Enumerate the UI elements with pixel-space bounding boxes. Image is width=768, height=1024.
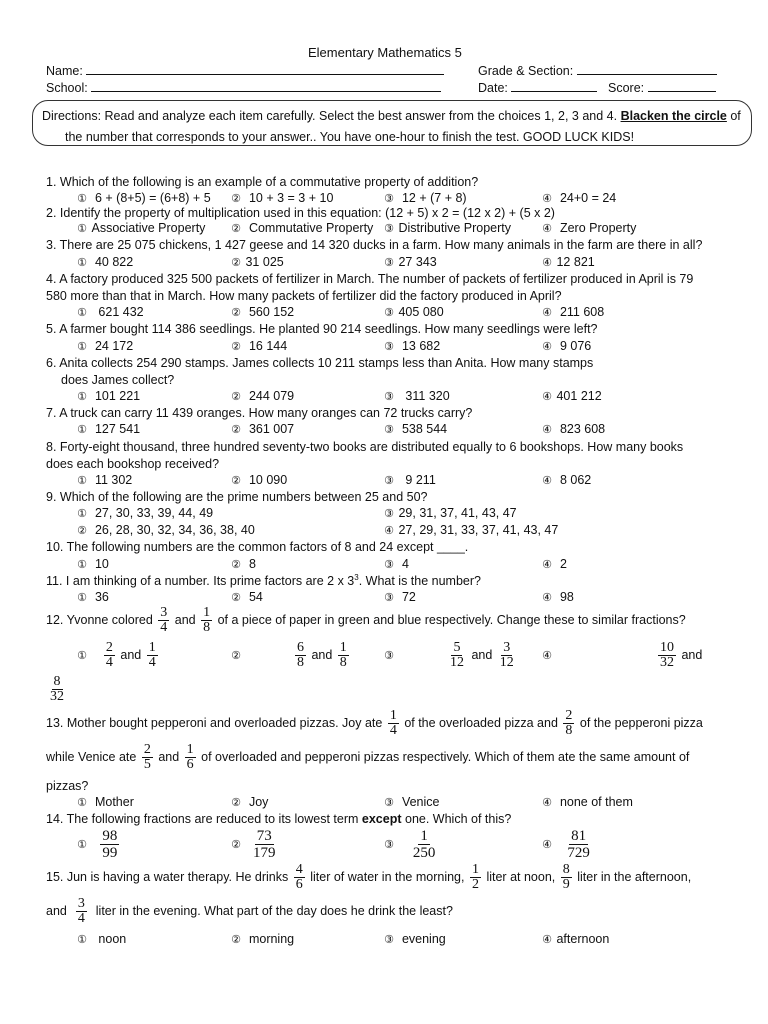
choice-text: 401 212	[556, 389, 602, 403]
and-text: and	[120, 647, 142, 662]
q7-choice-1[interactable]	[76, 422, 140, 436]
q5-choice-2[interactable]	[230, 339, 287, 353]
q9-choice-4[interactable]	[383, 523, 558, 537]
question-9-text: 9. Which of the following are the prime numbers between 25 and 50?	[46, 490, 428, 504]
and-text: and	[311, 647, 333, 662]
answer-circle-icon[interactable]: ③	[384, 193, 394, 205]
answer-circle-icon[interactable]: ①	[77, 592, 87, 604]
answer-circle-icon[interactable]: ④	[542, 559, 552, 571]
answer-circle-icon[interactable]: ③	[384, 838, 394, 851]
question-3-text: 3. There are 25 075 chickens, 1 427 geese and 14 320 ducks in a farm. How many animals in the farm are there in all?	[46, 238, 703, 252]
choice-text: 27, 29, 31, 33, 37, 41, 43, 47	[398, 523, 559, 537]
score-blank[interactable]	[648, 79, 716, 92]
q15-text-2: liter of water in the morning,	[310, 869, 465, 884]
answer-circle-icon[interactable]: ①	[77, 797, 87, 809]
answer-circle-icon[interactable]: ④	[384, 525, 394, 537]
q14-choice-1[interactable]	[76, 828, 121, 861]
choice-text: 4	[401, 557, 409, 571]
choice-text: 24+0 = 24	[559, 191, 617, 205]
answer-circle-icon[interactable]: ③	[384, 649, 394, 662]
answer-circle-icon[interactable]: ①	[77, 934, 87, 946]
answer-circle-icon[interactable]: ③	[384, 559, 394, 571]
q15-choice-3[interactable]	[383, 932, 446, 946]
question-1-text: 1. Which of the following is an example of a commutative property of addition?	[46, 175, 479, 189]
choice-text: 10	[94, 557, 109, 571]
answer-circle-icon[interactable]: ④	[542, 424, 552, 436]
q1-choice-4[interactable]	[541, 191, 616, 205]
answer-circle-icon[interactable]: ②	[231, 934, 241, 946]
q11-text-part-1: 11. I am thinking of a number. Its prime factors are 2 x 3	[46, 574, 355, 589]
choice-text: 9 211	[405, 473, 436, 487]
fraction: $\frac{98}{99}$	[102, 828, 118, 861]
q11-choice-1[interactable]	[76, 590, 109, 604]
q6-choice-2[interactable]	[230, 389, 294, 403]
q15-choice-4[interactable]	[541, 932, 609, 946]
q10-choice-3[interactable]	[383, 557, 409, 571]
grade-section-label: Grade & Section:	[478, 64, 574, 78]
answer-circle-icon[interactable]: ③	[384, 934, 394, 946]
name-label: Name:	[46, 64, 83, 78]
choice-text: 29, 31, 37, 41, 43, 47	[398, 506, 517, 520]
q6-choice-1[interactable]	[76, 389, 140, 403]
q5-choice-4[interactable]	[541, 339, 591, 353]
directions-line-2: the number that corresponds to your answer.. You have one-hour to finish the test. GOOD LUCK KIDS!	[65, 130, 635, 144]
fraction: $\frac{10}{32}$	[659, 640, 674, 670]
q3-choice-3[interactable]	[383, 255, 437, 269]
answer-circle-icon[interactable]: ④	[542, 797, 552, 809]
school-blank[interactable]	[91, 79, 441, 92]
choice-text: 98	[559, 590, 574, 604]
answer-circle-icon[interactable]: ①	[77, 559, 87, 571]
answer-circle-icon[interactable]: ②	[231, 193, 241, 205]
answer-circle-icon[interactable]: ②	[231, 424, 241, 436]
question-13-text-3: pizzas?	[46, 779, 89, 793]
choice-text: 101 221	[94, 389, 141, 403]
choice-text: Joy	[248, 795, 269, 809]
q9-choice-1[interactable]	[76, 506, 213, 520]
q9-choice-3[interactable]	[383, 506, 517, 520]
directions-part-1: Directions: Read and analyze each item carefully. Select the best answer from the choices 1, 2, 3 and 4.	[42, 109, 618, 123]
q10-choice-2[interactable]	[230, 557, 256, 571]
q5-choice-1[interactable]	[76, 339, 133, 353]
q13-text-4: while Venice ate	[46, 749, 137, 764]
q15-text-4: liter in the afternoon,	[577, 869, 692, 884]
answer-circle-icon[interactable]: ③	[384, 475, 394, 487]
q11-exponent: 3	[354, 573, 359, 582]
date-label: Date:	[478, 81, 508, 95]
q13-text-1: 13. Mother bought pepperoni and overloaded pizzas. Joy ate	[46, 715, 383, 730]
answer-circle-icon[interactable]: ②	[231, 475, 241, 487]
answer-circle-icon[interactable]: ②	[231, 391, 241, 403]
fraction: $\frac{2}{5}$	[143, 742, 151, 772]
directions-text	[42, 106, 758, 148]
choice-text: 621 432	[98, 305, 144, 319]
answer-circle-icon[interactable]: ②	[231, 223, 241, 235]
fraction: $\frac{1}{4}$	[389, 708, 397, 738]
school-field[interactable]	[46, 79, 441, 95]
choice-text: 26, 28, 30, 32, 34, 36, 38, 40	[94, 523, 255, 537]
q12-text-1: 12. Yvonne colored	[46, 612, 153, 627]
q14-choice-3[interactable]	[383, 828, 439, 861]
choice-text: noon	[98, 932, 127, 946]
answer-circle-icon[interactable]: ③	[384, 508, 394, 520]
choice-text: 211 608	[559, 305, 605, 319]
answer-circle-icon[interactable]: ②	[231, 341, 241, 353]
answer-circle-icon[interactable]: ①	[77, 193, 87, 205]
choice-text: 10 + 3 = 3 + 10	[248, 191, 334, 205]
q10-choice-1[interactable]	[76, 557, 109, 571]
answer-circle-icon[interactable]: ④	[542, 307, 552, 319]
question-5-text: 5. A farmer bought 114 386 seedlings. He planted 90 214 seedlings. How many seedlings were left?	[46, 322, 598, 336]
q6-choice-3[interactable]	[383, 389, 450, 403]
answer-circle-icon[interactable]: ④	[542, 223, 552, 235]
choice-text: evening	[401, 932, 446, 946]
question-14-text	[46, 812, 511, 826]
fraction: $\frac{8}{9}$	[562, 862, 570, 892]
fraction: $\frac{2}{8}$	[565, 708, 573, 738]
choice-text: 405 080	[398, 305, 444, 319]
q15-choice-2[interactable]	[230, 932, 294, 946]
fraction: $\frac{73}{179}$	[252, 828, 276, 861]
q8-choice-2[interactable]	[230, 473, 287, 487]
answer-circle-icon[interactable]: ③	[384, 391, 394, 403]
q15-text-1: 15. Jun is having a water therapy. He drinks	[46, 869, 289, 884]
q12-choice-3[interactable]	[383, 641, 518, 670]
fraction: $\frac{81}{729}$	[567, 828, 590, 861]
and-text: and	[471, 647, 493, 662]
score-field[interactable]	[608, 79, 716, 95]
q14-choice-4[interactable]	[541, 828, 594, 861]
q12-text-3: of a piece of paper in green and blue respectively. Change these to similar fractions?	[217, 612, 686, 627]
q12-text-2: and	[174, 612, 196, 627]
answer-circle-icon[interactable]: ③	[384, 223, 394, 235]
answer-circle-icon[interactable]: ④	[542, 838, 552, 851]
answer-circle-icon[interactable]: ④	[542, 934, 552, 946]
choice-text: morning	[248, 932, 295, 946]
choice-text: 40 822	[94, 255, 134, 269]
answer-circle-icon[interactable]: ③	[384, 307, 394, 319]
q1-choice-1[interactable]	[76, 191, 211, 205]
answer-circle-icon[interactable]: ④	[542, 649, 552, 662]
choice-text: 16 144	[248, 339, 288, 353]
choice-text: 54	[248, 590, 263, 604]
q4-choice-2[interactable]	[230, 305, 294, 319]
q4-choice-3[interactable]	[383, 305, 444, 319]
question-13-text-2	[46, 743, 689, 772]
date-blank[interactable]	[511, 79, 597, 92]
answer-circle-icon[interactable]: ③	[384, 797, 394, 809]
school-label: School:	[46, 81, 88, 95]
q7-choice-4[interactable]	[541, 422, 605, 436]
q13-text-6: of overloaded and pepperoni pizzas respectively. Which of them ate the same amount of	[201, 749, 690, 764]
fraction: $\frac{1}{250}$	[412, 828, 436, 861]
q5-choice-3[interactable]	[383, 339, 440, 353]
q12-choice-4[interactable]	[541, 641, 702, 670]
choice-text: 311 320	[405, 389, 450, 403]
date-field[interactable]	[478, 79, 597, 95]
question-12-text	[46, 606, 686, 635]
q8-choice-1[interactable]	[76, 473, 132, 487]
q7-choice-3[interactable]	[383, 422, 447, 436]
grade-section-blank[interactable]	[577, 62, 717, 75]
fraction: $\frac{1}{4}$	[148, 640, 156, 670]
fraction: $\frac{1}{8}$	[339, 640, 347, 670]
q11-choice-2[interactable]	[230, 590, 263, 604]
q2-choice-3[interactable]	[383, 221, 511, 235]
q15-text-3: liter at noon,	[486, 869, 556, 884]
answer-circle-icon[interactable]: ②	[231, 592, 241, 604]
fraction: $\frac{8}{32}$	[50, 674, 64, 704]
q2-choice-2[interactable]	[230, 221, 373, 235]
question-10-text: 10. The following numbers are the common factors of 8 and 24 except ____.	[46, 540, 469, 554]
and-text: and	[681, 647, 703, 662]
fraction: $\frac{3}{4}$	[160, 605, 168, 635]
q13-text-3: of the pepperoni pizza	[579, 715, 703, 730]
choice-text: afternoon	[556, 932, 610, 946]
answer-circle-icon[interactable]: ①	[77, 341, 87, 353]
name-blank[interactable]	[86, 62, 444, 75]
answer-circle-icon[interactable]: ②	[231, 838, 241, 851]
answer-circle-icon[interactable]: ①	[77, 257, 87, 269]
question-11-text	[46, 573, 481, 588]
choice-text: 538 544	[401, 422, 448, 436]
name-field[interactable]	[46, 62, 444, 78]
question-15-text	[46, 863, 691, 892]
q9-choice-2[interactable]	[76, 523, 255, 537]
answer-circle-icon[interactable]: ①	[77, 223, 87, 235]
q8-choice-4[interactable]	[541, 473, 591, 487]
q15-text-5: and	[46, 903, 67, 918]
q8-choice-3[interactable]	[383, 473, 436, 487]
choice-text: 560 152	[248, 305, 295, 319]
q1-choice-3[interactable]	[383, 191, 467, 205]
q11-choice-4[interactable]	[541, 590, 574, 604]
q14-text-1: 14. The following fractions are reduced to its lowest term	[46, 812, 359, 826]
choice-text: 12 821	[556, 255, 595, 269]
fraction: $\frac{1}{2}$	[471, 862, 479, 892]
q13-choice-3[interactable]	[383, 795, 439, 809]
question-8-text: 8. Forty-eight thousand, three hundred seventy-two books are distributed equally to 6 bookshops. How many books	[46, 440, 684, 454]
answer-circle-icon[interactable]: ②	[231, 797, 241, 809]
q12-choice-4-continued	[46, 675, 68, 704]
q4-choice-4[interactable]	[541, 305, 604, 319]
q13-choice-4[interactable]	[541, 795, 633, 809]
answer-circle-icon[interactable]: ①	[77, 391, 87, 403]
question-6-text: 6. Anita collects 254 290 stamps. James collects 10 211 stamps less than Anita. How many stamps	[46, 356, 594, 370]
answer-circle-icon[interactable]: ②	[231, 307, 241, 319]
q2-choice-1[interactable]	[76, 221, 205, 235]
answer-circle-icon[interactable]: ①	[77, 307, 87, 319]
choice-text: 27, 30, 33, 39, 44, 49	[94, 506, 214, 520]
answer-circle-icon[interactable]: ①	[77, 508, 87, 520]
answer-circle-icon[interactable]: ④	[542, 257, 552, 269]
q4-choice-1[interactable]	[76, 305, 144, 319]
answer-circle-icon[interactable]: ③	[384, 257, 394, 269]
q1-choice-2[interactable]	[230, 191, 333, 205]
choice-text: Commutative Property	[248, 221, 374, 235]
fraction: $\frac{3}{4}$	[77, 896, 85, 926]
q13-text-2: of the overloaded pizza and	[404, 715, 558, 730]
q2-choice-4[interactable]	[541, 221, 636, 235]
choice-text: 13 682	[401, 339, 441, 353]
question-15-text-2	[46, 897, 453, 926]
fraction: $\frac{6}{8}$	[296, 640, 304, 670]
q14-text-2: one. Which of this?	[405, 812, 512, 826]
choice-text: 12 + (7 + 8)	[401, 191, 467, 205]
answer-circle-icon[interactable]: ④	[542, 341, 552, 353]
answer-circle-icon[interactable]: ④	[542, 391, 552, 403]
page-title: Elementary Mathematics 5	[308, 45, 462, 60]
answer-circle-icon[interactable]: ③	[384, 424, 394, 436]
answer-circle-icon[interactable]: ①	[77, 475, 87, 487]
q3-choice-4[interactable]	[541, 255, 595, 269]
fraction: $\frac{1}{8}$	[203, 605, 211, 635]
q7-choice-2[interactable]	[230, 422, 294, 436]
q3-choice-1[interactable]	[76, 255, 133, 269]
choice-text: 72	[401, 590, 416, 604]
answer-circle-icon[interactable]: ①	[77, 649, 87, 662]
answer-circle-icon[interactable]: ③	[384, 341, 394, 353]
answer-circle-icon[interactable]: ③	[384, 592, 394, 604]
choice-text: Distributive Property	[398, 221, 512, 235]
answer-circle-icon[interactable]: ②	[231, 559, 241, 571]
choice-text: Venice	[401, 795, 440, 809]
choice-text: 24 172	[94, 339, 134, 353]
q15-choice-1[interactable]	[76, 932, 126, 946]
choice-text: 823 608	[559, 422, 606, 436]
q13-choice-2[interactable]	[230, 795, 268, 809]
fraction: $\frac{2}{4}$	[105, 640, 113, 670]
choice-text: 11 302	[94, 473, 133, 487]
choice-text: none of them	[559, 795, 633, 809]
question-2-text: 2. Identify the property of multiplication used in this equation: (12 + 5) x 2 = (12 x 2) + (5 x 2)	[46, 206, 555, 220]
fraction: $\frac{1}{6}$	[186, 742, 194, 772]
fraction: $\frac{3}{12}$	[499, 640, 514, 670]
q6-choice-4[interactable]	[541, 389, 602, 403]
question-4-text: 4. A factory produced 325 500 packets of fertilizer in March. The number of packets of fertilizer produced in April is 79	[46, 272, 694, 286]
question-6-text-2: does James collect?	[61, 373, 175, 387]
choice-text: 8	[248, 557, 256, 571]
question-8-text-2: does each bookshop received?	[46, 457, 220, 471]
question-13-text	[46, 709, 703, 738]
q14-choice-2[interactable]	[230, 828, 279, 861]
q11-text-part-2: . What is the number?	[358, 574, 481, 589]
answer-circle-icon[interactable]: ④	[542, 592, 552, 604]
choice-text: 10 090	[248, 473, 288, 487]
answer-circle-icon[interactable]: ②	[231, 257, 241, 269]
fraction: $\frac{5}{12}$	[449, 640, 464, 670]
question-7-text: 7. A truck can carry 11 439 oranges. How many oranges can 72 trucks carry?	[46, 406, 473, 420]
score-label: Score:	[608, 81, 645, 95]
answer-circle-icon[interactable]: ②	[231, 649, 241, 662]
directions-part-2: of	[730, 109, 741, 123]
q13-choice-1[interactable]	[76, 795, 134, 809]
choice-text: 361 007	[248, 422, 295, 436]
choice-text: 2	[559, 557, 567, 571]
choice-text: 6 + (8+5) = (6+8) + 5	[94, 191, 211, 205]
fraction: $\frac{4}{6}$	[295, 862, 303, 892]
q12-choice-1[interactable]	[76, 641, 160, 670]
choice-text: 31 025	[245, 255, 284, 269]
choice-text: 9 076	[559, 339, 592, 353]
choice-text: 36	[94, 590, 109, 604]
choice-text: Mother	[94, 795, 134, 809]
choice-text: 27 343	[398, 255, 437, 269]
answer-circle-icon[interactable]: ②	[77, 525, 87, 537]
q12-choice-2[interactable]	[230, 641, 351, 670]
answer-circle-icon[interactable]: ④	[542, 193, 552, 205]
choice-text: 8 062	[559, 473, 592, 487]
q3-choice-2[interactable]	[230, 255, 284, 269]
answer-circle-icon[interactable]: ④	[542, 475, 552, 487]
choice-text: 127 541	[94, 422, 141, 436]
answer-circle-icon[interactable]: ①	[77, 424, 87, 436]
q10-choice-4[interactable]	[541, 557, 567, 571]
directions-emphasis: Blacken the circle	[620, 109, 727, 123]
answer-circle-icon[interactable]: ①	[77, 838, 87, 851]
choice-text: Zero Property	[559, 221, 637, 235]
q14-keyword: except	[361, 812, 402, 826]
q13-text-5: and	[158, 749, 180, 764]
q15-text-6: liter in the evening. What part of the day does he drink the least?	[95, 903, 453, 918]
question-4-text-2: 580 more than that in March. How many packets of fertilizer did the factory produced in April?	[46, 289, 562, 303]
grade-section-field[interactable]	[478, 62, 717, 78]
q11-choice-3[interactable]	[383, 590, 416, 604]
choice-text: Associative Property	[91, 221, 206, 235]
choice-text: 244 079	[248, 389, 295, 403]
